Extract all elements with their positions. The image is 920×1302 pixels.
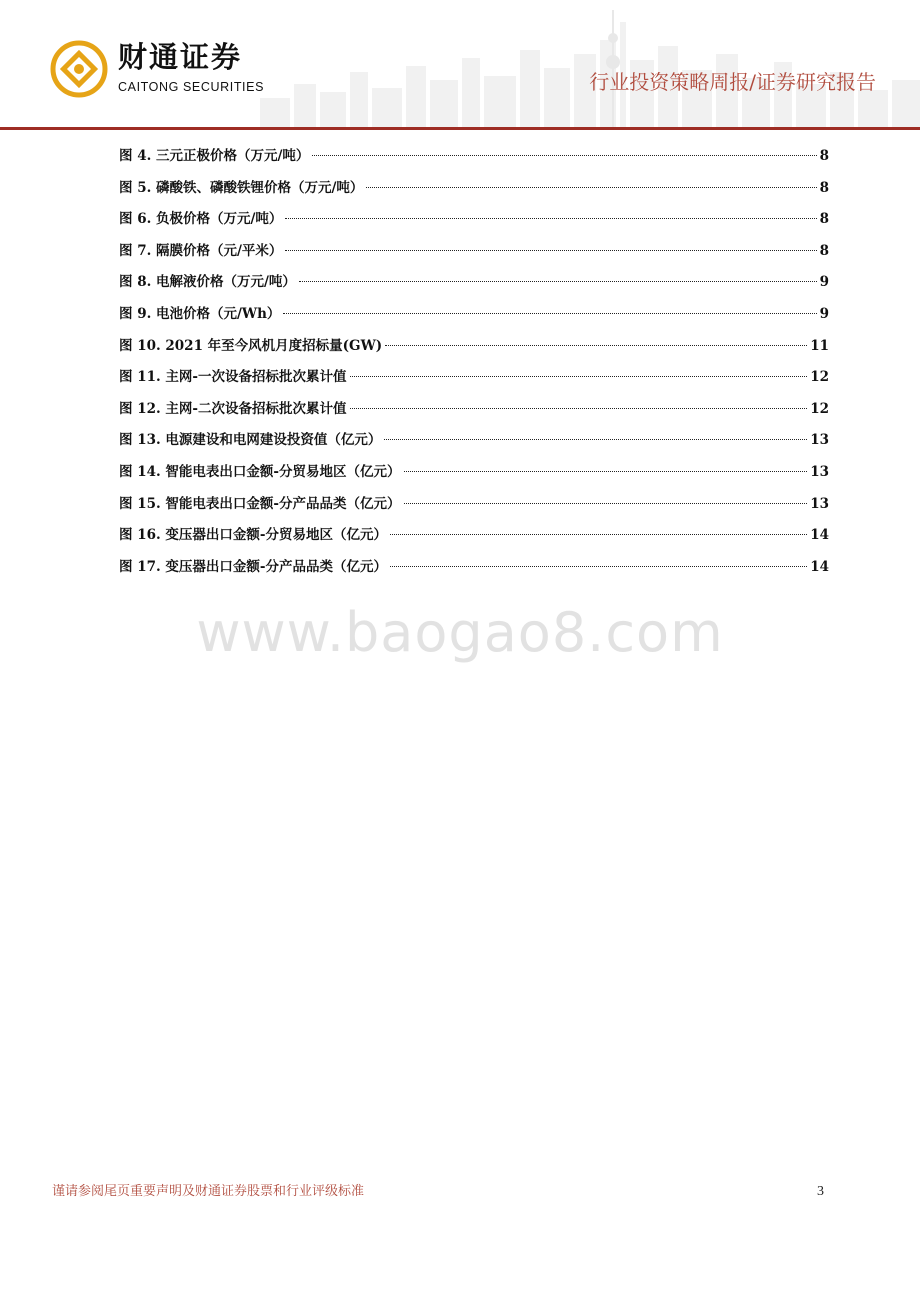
toc-entry-label: 图 5. 磷酸铁、磷酸铁锂价格（万元/吨） bbox=[119, 179, 364, 196]
toc-entry-label: 图 14. 智能电表出口金额-分贸易地区（亿元） bbox=[119, 463, 401, 480]
toc-entry-label: 图 13. 电源建设和电网建设投资值（亿元） bbox=[119, 432, 382, 449]
toc-entry[interactable] bbox=[119, 490, 829, 522]
toc-dot-leader bbox=[283, 313, 816, 314]
toc-entry-label: 图 11. 主网-一次设备招标批次累计值 bbox=[119, 369, 347, 386]
toc-entry-page: 14 bbox=[810, 527, 829, 544]
toc-entry-label: 图 7. 隔膜价格（元/平米） bbox=[119, 242, 283, 259]
watermark-text: www.baogao8.com bbox=[196, 601, 724, 664]
toc-entry-label: 图 16. 变压器出口金额-分贸易地区（亿元） bbox=[119, 527, 387, 544]
toc-entry[interactable] bbox=[119, 553, 829, 585]
toc-entry-page: 13 bbox=[810, 463, 829, 480]
toc-entry[interactable] bbox=[119, 458, 829, 490]
toc-dot-leader bbox=[366, 187, 816, 188]
toc-entry-page: 12 bbox=[810, 400, 829, 417]
toc-entry-label: 图 17. 变压器出口金额-分产品品类（亿元） bbox=[119, 558, 387, 575]
toc-entry-page: 12 bbox=[810, 369, 829, 386]
toc-entry-page: 8 bbox=[819, 242, 829, 259]
toc-entry-page: 11 bbox=[810, 337, 829, 354]
toc-entry-page: 9 bbox=[819, 274, 829, 291]
toc-entry[interactable] bbox=[119, 521, 829, 553]
toc-entry-page: 8 bbox=[819, 148, 829, 164]
toc-entry[interactable] bbox=[119, 363, 829, 395]
toc-entry[interactable] bbox=[119, 300, 829, 332]
toc-entry-label: 图 6. 负极价格（万元/吨） bbox=[119, 211, 283, 228]
toc-entry[interactable] bbox=[119, 426, 829, 458]
figure-table-of-contents bbox=[119, 142, 829, 584]
toc-dot-leader bbox=[404, 503, 808, 504]
toc-entry[interactable] bbox=[119, 205, 829, 237]
toc-dot-leader bbox=[312, 155, 816, 156]
brand-name-english: CAITONG SECURITIES bbox=[118, 80, 265, 94]
toc-entry-page: 13 bbox=[810, 432, 829, 449]
toc-entry-label: 图 4. 三元正极价格（万元/吨） bbox=[119, 148, 310, 164]
toc-entry[interactable] bbox=[119, 237, 829, 269]
disclaimer-footer: 谨请参阅尾页重要声明及财通证券股票和行业评级标准 bbox=[52, 1184, 365, 1199]
toc-dot-leader bbox=[285, 218, 816, 219]
toc-entry-page: 13 bbox=[810, 495, 829, 512]
toc-entry-page: 9 bbox=[819, 305, 829, 322]
toc-dot-leader bbox=[404, 471, 808, 472]
caitong-logo-icon bbox=[50, 40, 108, 98]
toc-entry-label: 图 12. 主网-二次设备招标批次累计值 bbox=[119, 400, 347, 417]
toc-dot-leader bbox=[390, 566, 807, 567]
toc-entry[interactable] bbox=[119, 142, 829, 174]
toc-dot-leader bbox=[285, 250, 816, 251]
toc-dot-leader bbox=[299, 281, 817, 282]
toc-entry-page: 8 bbox=[819, 179, 829, 196]
toc-entry-page: 8 bbox=[819, 211, 829, 228]
report-type-title: 行业投资策略周报/证券研究报告 bbox=[589, 70, 876, 94]
page-number: 3 bbox=[817, 1184, 824, 1199]
toc-dot-leader bbox=[384, 439, 807, 440]
toc-entry[interactable] bbox=[119, 332, 829, 364]
toc-entry[interactable] bbox=[119, 268, 829, 300]
toc-entry-page: 14 bbox=[810, 558, 829, 575]
toc-dot-leader bbox=[390, 534, 807, 535]
toc-entry-label: 图 9. 电池价格（元/Wh） bbox=[119, 305, 281, 322]
toc-entry-label: 图 8. 电解液价格（万元/吨） bbox=[119, 274, 296, 291]
toc-dot-leader bbox=[385, 345, 807, 346]
toc-dot-leader bbox=[350, 408, 808, 409]
toc-entry-label: 图 10. 2021 年至今风机月度招标量(GW) bbox=[119, 337, 383, 354]
brand-name-chinese: 财通证券 bbox=[118, 40, 243, 74]
toc-entry-label: 图 15. 智能电表出口金额-分产品品类（亿元） bbox=[119, 495, 401, 512]
header-divider bbox=[0, 127, 920, 130]
page-header bbox=[0, 0, 920, 134]
toc-dot-leader bbox=[350, 376, 808, 377]
toc-entry[interactable] bbox=[119, 174, 829, 206]
toc-entry[interactable] bbox=[119, 395, 829, 427]
